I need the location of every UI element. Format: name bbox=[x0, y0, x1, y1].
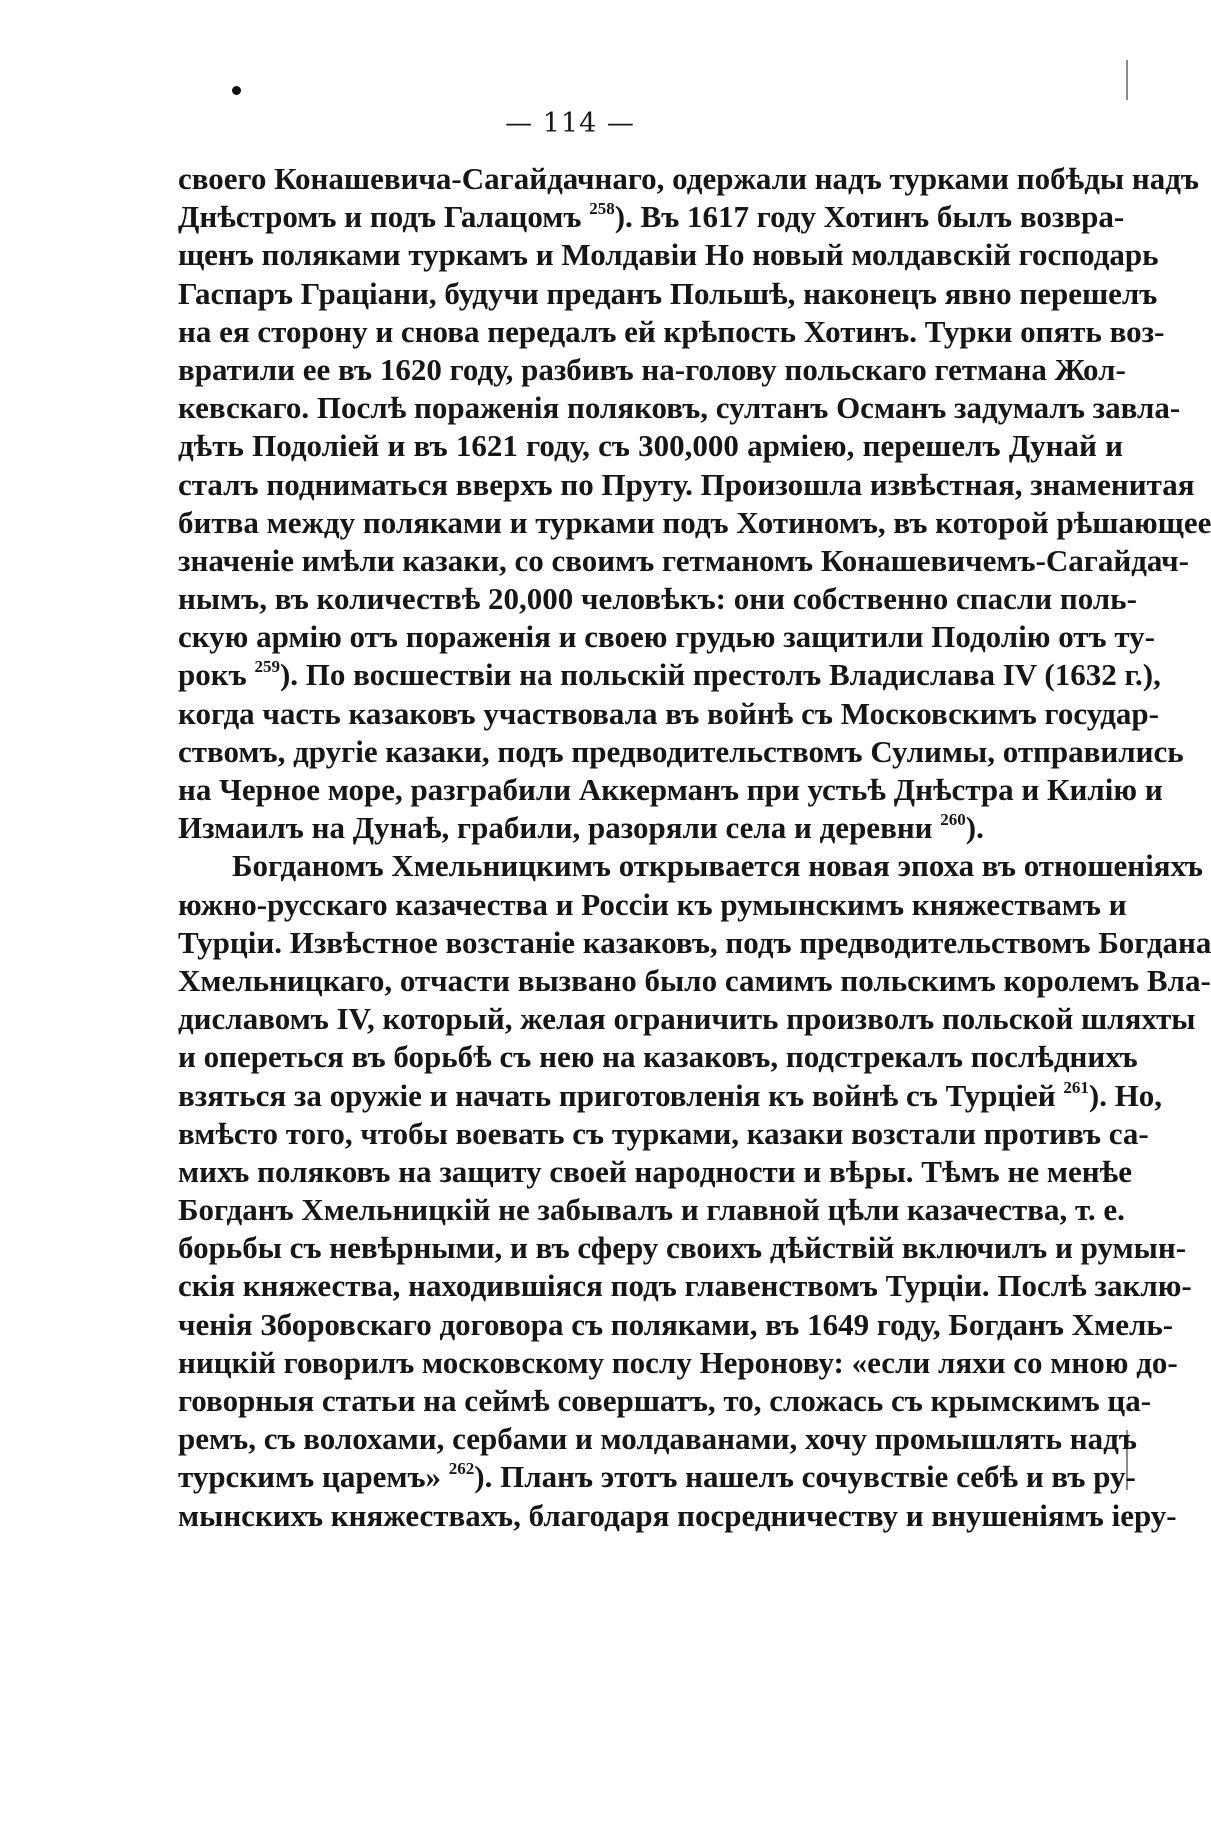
text-run: дѣть Подоліей и въ 1621 году, съ 300,000 арміею, перешелъ Дунай и bbox=[178, 428, 1123, 464]
text-run: своего Конашевича-Сагайдачнаго, одержали надъ турками побѣды надъ bbox=[178, 161, 1199, 196]
text-run: ). Въ 1617 году Хотинъ былъ возвра- bbox=[614, 199, 1125, 235]
text-run: вмѣсто того, чтобы воевать съ турками, казаки возстали противъ са- bbox=[178, 1115, 1149, 1151]
text-run: борьбы съ невѣрными, и въ сферу своихъ дѣйствій включилъ и румын- bbox=[178, 1230, 1187, 1266]
text-run: Богданъ Хмельницкій не забывалъ и главной цѣли казачества, т. е. bbox=[178, 1192, 1125, 1228]
text-run: южно-русскаго казачества и Россіи къ румынскимъ княжествамъ и bbox=[178, 886, 1127, 922]
text-line bbox=[178, 771, 1163, 809]
text-line bbox=[178, 427, 1123, 465]
text-line bbox=[178, 1038, 1138, 1076]
text-line bbox=[178, 389, 1181, 427]
text-line bbox=[178, 1077, 1163, 1115]
text-run: ченія Зборовскаго договора съ поляками, въ 1649 году, Богданъ Хмель- bbox=[178, 1306, 1174, 1342]
text-run: мынскихъ княжествахъ, благодаря посредничеству и внушеніямъ іеру- bbox=[178, 1497, 1177, 1533]
footnote-ref: 261 bbox=[1063, 1077, 1089, 1097]
text-line bbox=[178, 1115, 1149, 1153]
footnote-ref: 259 bbox=[254, 657, 280, 677]
body-text bbox=[178, 160, 1211, 1535]
text-line bbox=[178, 809, 1123, 847]
text-line bbox=[178, 1382, 1152, 1420]
text-run: щенъ поляками туркамъ и Молдавіи Но новый молдавскій господарь bbox=[178, 237, 1159, 273]
text-line bbox=[178, 1420, 1137, 1458]
text-run: кевскаго. Послѣ пораженія поляковъ, султанъ Османъ задумалъ завла- bbox=[178, 390, 1181, 426]
text-run: рокъ bbox=[178, 657, 255, 693]
footnote-ref: 260 bbox=[940, 810, 966, 830]
text-run: значеніе имѣли казаки, со своимъ гетманомъ Конашевичемъ-Сагайдач- bbox=[178, 542, 1189, 578]
text-run: говорныя статьи на сеймѣ совершатъ, то, сложась съ крымскимъ ца- bbox=[178, 1383, 1152, 1418]
text-line bbox=[178, 656, 1161, 694]
text-run: на Черное море, разграбили Аккерманъ при устьѣ Днѣстра и Килію и bbox=[178, 772, 1163, 807]
text-line bbox=[178, 847, 1203, 885]
text-run: турскимъ царемъ» bbox=[178, 1459, 449, 1495]
text-line bbox=[178, 886, 1127, 924]
text-line bbox=[178, 351, 1126, 389]
text-line bbox=[178, 733, 1184, 771]
text-run: вратили ее въ 1620 году, разбивъ на-голову польскаго гетмана Жол- bbox=[178, 351, 1126, 387]
text-run: Измаилъ на Дунаѣ, грабили, разоряли села и деревни bbox=[178, 810, 941, 846]
text-line bbox=[178, 695, 1159, 733]
text-run: ствомъ, другіе казаки, подъ предводительствомъ Сулимы, отправились bbox=[178, 733, 1184, 769]
text-line bbox=[178, 1229, 1187, 1267]
text-run: ). По восшествіи на польскій престолъ Владислава IV (1632 г.), bbox=[279, 657, 1161, 693]
text-run: Днѣстромъ и подъ Галацомъ bbox=[178, 199, 590, 235]
text-line bbox=[178, 275, 1158, 313]
text-line bbox=[178, 313, 1165, 351]
text-line bbox=[178, 962, 1211, 1000]
text-run: скую армію отъ пораженія и своею грудью защитили Подолію отъ ту- bbox=[178, 619, 1155, 655]
page-edge-mark bbox=[1126, 60, 1128, 100]
text-run: диславомъ IV, который, желая ограничить произволъ польской шляхты bbox=[178, 1001, 1196, 1037]
text-run: Турціи. Извѣстное возстаніе казаковъ, подъ предводительствомъ Богдана bbox=[178, 924, 1211, 960]
text-run: и опереться въ борьбѣ съ нею на казаковъ, подстрекалъ послѣднихъ bbox=[178, 1039, 1138, 1075]
text-line bbox=[178, 924, 1211, 962]
text-line bbox=[178, 1344, 1178, 1382]
text-line bbox=[178, 466, 1195, 504]
text-run: ). bbox=[965, 810, 984, 846]
text-run: битва между поляками и турками подъ Хотиномъ, въ которой рѣшающее bbox=[178, 504, 1211, 540]
text-run: Хмельницкаго, отчасти вызвано было самимъ польскимъ королемъ Вла- bbox=[178, 962, 1211, 998]
text-line bbox=[178, 1497, 1177, 1535]
footnote-ref: 262 bbox=[448, 1459, 475, 1479]
text-line bbox=[178, 1267, 1192, 1305]
text-run: ницкій говорилъ московскому послу Неронову: «если ляхи со мною до- bbox=[178, 1344, 1178, 1380]
text-line bbox=[178, 236, 1159, 274]
text-line bbox=[178, 1458, 1136, 1496]
text-line bbox=[178, 1153, 1132, 1191]
text-run: нымъ, въ количествѣ 20,000 человѣкъ: они собственно спасли поль- bbox=[178, 581, 1137, 617]
footnote-ref: 258 bbox=[589, 199, 615, 219]
text-line bbox=[178, 198, 1123, 236]
text-run: ). Планъ этотъ нашелъ сочувствіе себѣ и въ ру- bbox=[474, 1459, 1136, 1495]
text-line bbox=[178, 1000, 1196, 1038]
text-run: михъ поляковъ на защиту своей народности и вѣры. Тѣмъ не менѣе bbox=[178, 1153, 1132, 1189]
text-line bbox=[178, 504, 1211, 542]
ink-dot-mark bbox=[232, 86, 241, 95]
text-run: ). Но, bbox=[1088, 1077, 1163, 1113]
text-line bbox=[178, 160, 1199, 198]
text-line bbox=[178, 542, 1189, 580]
text-line bbox=[178, 1191, 1123, 1229]
text-run: взяться за оружіе и начать приготовленія къ войнѣ съ Турціей bbox=[178, 1077, 1064, 1113]
page-number: — 114 — bbox=[505, 108, 635, 139]
text-run: Гаспаръ Граціани, будучи преданъ Польшѣ, наконецъ явно перешелъ bbox=[178, 275, 1158, 311]
text-line bbox=[178, 618, 1155, 656]
text-line bbox=[178, 580, 1137, 618]
text-run: Богданомъ Хмельницкимъ открывается новая эпоха въ отношеніяхъ bbox=[232, 848, 1203, 884]
text-run: ремъ, съ волохами, сербами и молдаванами, хочу промышлять надъ bbox=[178, 1421, 1137, 1457]
text-run: скія княжества, находившіяся подъ главенствомъ Турціи. Послѣ заклю- bbox=[178, 1268, 1192, 1304]
text-run: когда часть казаковъ участвовала въ войнѣ съ Московскимъ государ- bbox=[178, 695, 1159, 731]
text-line bbox=[178, 1306, 1174, 1344]
text-run: на ея сторону и снова передалъ ей крѣпость Хотинъ. Турки опять воз- bbox=[178, 313, 1165, 349]
text-run: сталъ подниматься вверхъ по Пруту. Произошла извѣстная, знаменитая bbox=[178, 466, 1195, 502]
